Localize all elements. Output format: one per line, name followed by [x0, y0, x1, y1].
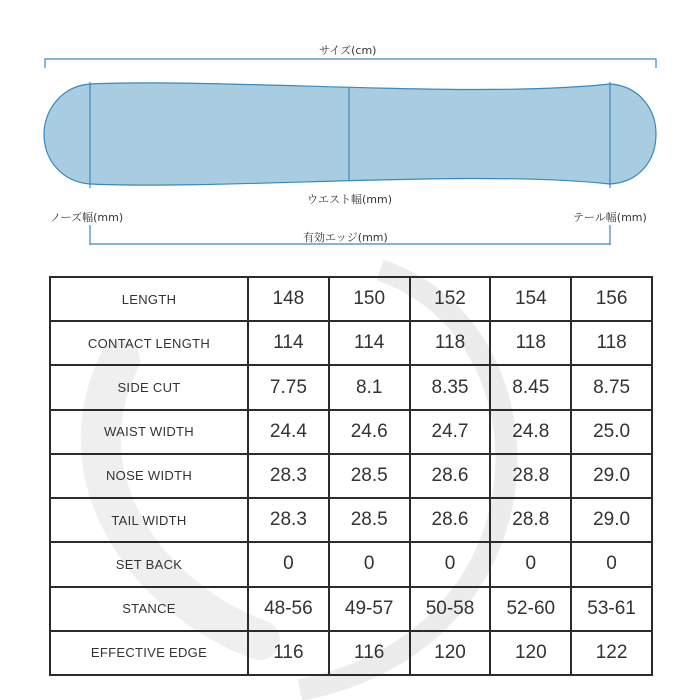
table-cell: 116: [248, 631, 329, 675]
table-cell: 0: [410, 542, 491, 586]
table-cell: 120: [410, 631, 491, 675]
table-cell: 24.7: [410, 410, 491, 454]
spec-table: [49, 276, 653, 676]
table-cell: 8.45: [490, 365, 571, 409]
table-cell: 52-60: [490, 587, 571, 631]
table-cell: 0: [571, 542, 652, 586]
table-cell: 7.75: [248, 365, 329, 409]
table-cell: 0: [329, 542, 410, 586]
table-cell: 29.0: [571, 498, 652, 542]
table-cell: 24.6: [329, 410, 410, 454]
table-cell: 29.0: [571, 454, 652, 498]
nose-label: ノーズ幅(mm): [50, 211, 124, 224]
table-cell: 118: [410, 321, 491, 365]
table-cell: 154: [490, 277, 571, 321]
row-label: NOSE WIDTH: [50, 454, 248, 498]
table-cell: 116: [329, 631, 410, 675]
table-row: [50, 321, 652, 365]
waist-label: ウエスト幅(mm): [307, 193, 393, 206]
table-cell: 8.35: [410, 365, 491, 409]
table-cell: 118: [571, 321, 652, 365]
table-cell: 118: [490, 321, 571, 365]
table-cell: 53-61: [571, 587, 652, 631]
table-cell: 114: [329, 321, 410, 365]
table-cell: 49-57: [329, 587, 410, 631]
table-cell: 28.5: [329, 498, 410, 542]
table-row: [50, 454, 652, 498]
table-cell: 148: [248, 277, 329, 321]
table-cell: 28.3: [248, 454, 329, 498]
table-cell: 0: [490, 542, 571, 586]
table-row: [50, 498, 652, 542]
row-label: TAIL WIDTH: [50, 498, 248, 542]
table-cell: 28.8: [490, 454, 571, 498]
edge-label: 有効エッジ(mm): [303, 231, 388, 244]
row-label: SET BACK: [50, 542, 248, 586]
table-cell: 156: [571, 277, 652, 321]
row-label: SIDE CUT: [50, 365, 248, 409]
row-label: STANCE: [50, 587, 248, 631]
board-shape: [44, 83, 656, 185]
row-label: WAIST WIDTH: [50, 410, 248, 454]
tail-label: テール幅(mm): [573, 211, 647, 224]
row-label: LENGTH: [50, 277, 248, 321]
table-cell: 24.8: [490, 410, 571, 454]
row-label: EFFECTIVE EDGE: [50, 631, 248, 675]
table-cell: 0: [248, 542, 329, 586]
table-cell: 122: [571, 631, 652, 675]
size-label: サイズ(cm): [319, 44, 377, 57]
table-cell: 8.75: [571, 365, 652, 409]
table-row: [50, 365, 652, 409]
size-bracket: [45, 59, 656, 68]
table-cell: 48-56: [248, 587, 329, 631]
table-cell: 114: [248, 321, 329, 365]
table-row: [50, 410, 652, 454]
table-cell: 28.5: [329, 454, 410, 498]
table-cell: 50-58: [410, 587, 491, 631]
table-cell: 28.3: [248, 498, 329, 542]
table-row: [50, 277, 652, 321]
table-cell: 8.1: [329, 365, 410, 409]
row-label: CONTACT LENGTH: [50, 321, 248, 365]
table-cell: 150: [329, 277, 410, 321]
table-row: [50, 542, 652, 586]
table-cell: 28.8: [490, 498, 571, 542]
table-cell: 120: [490, 631, 571, 675]
table-row: [50, 587, 652, 631]
table-cell: 28.6: [410, 498, 491, 542]
table-row: [50, 631, 652, 675]
table-cell: 24.4: [248, 410, 329, 454]
table-cell: 25.0: [571, 410, 652, 454]
table-cell: 152: [410, 277, 491, 321]
table-cell: 28.6: [410, 454, 491, 498]
